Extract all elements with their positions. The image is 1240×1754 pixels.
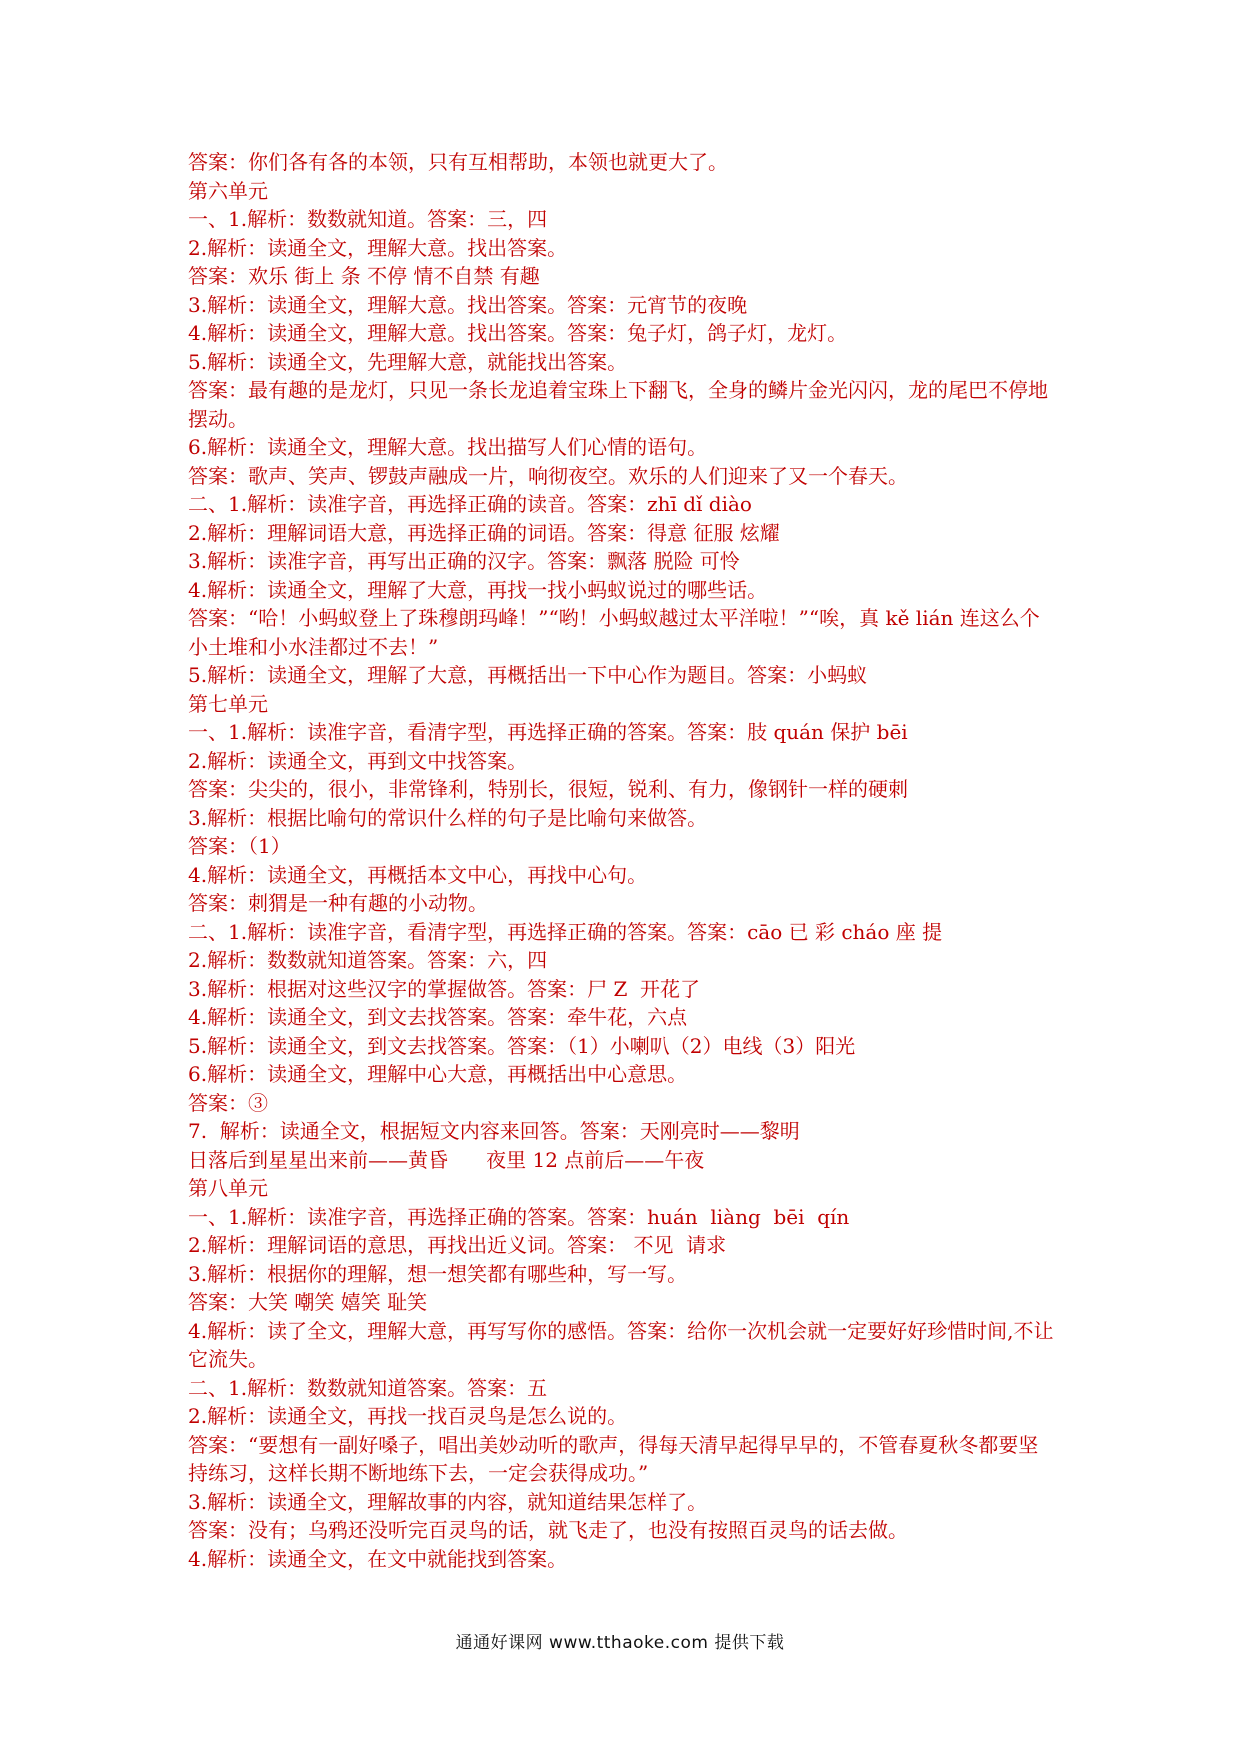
text-line: 答案：大笑 嘲笑 嬉笑 耻笑 — [188, 1290, 428, 1314]
text-line: 二、1.解析：读准字音，再选择正确的读音。答案：zhī dǐ diào — [188, 492, 752, 516]
text-line: 4.解析：读通全文，再概括本文中心，再找中心句。 — [188, 862, 648, 887]
answer-key-text — [188, 148, 1058, 1573]
text-line: 答案：歌声、笑声、锣鼓声融成一片，响彻夜空。欢乐的人们迎来了又一个春天。 — [188, 463, 908, 488]
text-line: 一、1.解析：数数就知道。答案：三，四 — [188, 207, 548, 231]
page-footer: 通通好课网 www.tthaoke.com 提供下载 — [455, 1633, 785, 1653]
text-line: 一、1.解析：读准字音，再选择正确的答案。答案：huán liàng bēi qín — [188, 1204, 850, 1229]
text-line: 答案：没有；乌鸦还没听完百灵鸟的话，就飞走了，也没有按照百灵鸟的话去做。 — [188, 1518, 908, 1542]
text-line: 二、1.解析：数数就知道答案。答案：五 — [188, 1375, 548, 1400]
text-line: 答案：尖尖的，很小，非常锋利，特别长，很短，锐利、有力，像钢针一样的硬刺 — [188, 777, 908, 801]
text-line: 二、1.解析：读准字音，看清字型，再选择正确的答案。答案：cāo 已 彩 cháo 座 提 — [188, 919, 943, 944]
section-heading: 第六单元 — [188, 178, 268, 203]
text-line: 2.解析：读通全文，再到文中找答案。 — [188, 748, 528, 773]
text-line: 5.解析：读通全文，到文去找答案。答案：（1）小喇叭（2）电线（3）阳光 — [188, 1033, 856, 1058]
text-line: 4.解析：读通全文，在文中就能找到答案。 — [188, 1546, 568, 1571]
text-line: 答案：欢乐 街上 条 不停 情不自禁 有趣 — [188, 264, 540, 288]
text-line: 3.解析：读通全文，理解故事的内容，就知道结果怎样了。 — [188, 1489, 708, 1514]
text-line: 2.解析：读通全文，再找一找百灵鸟是怎么说的。 — [188, 1404, 628, 1428]
text-line: 3.解析：根据对这些汉字的掌握做答。答案：尸 Z 开花了 — [188, 976, 701, 1001]
text-line: 2.解析：理解词语大意，再选择正确的词语。答案：得意 征服 炫耀 — [188, 520, 780, 545]
text-line: 一、1.解析：读准字音，看清字型，再选择正确的答案。答案：肢 quán 保护 bēi — [188, 720, 908, 744]
text-line: 6.解析：读通全文，理解大意。找出描写人们心情的语句。 — [188, 435, 708, 459]
text-line: 7. 解析：读通全文，根据短文内容来回答。答案：天刚亮时——黎明 — [188, 1119, 800, 1143]
text-line: 6.解析：读通全文，理解中心大意，再概括出中心意思。 — [188, 1062, 688, 1086]
text-line: 2.解析：读通全文，理解大意。找出答案。 — [188, 235, 568, 260]
text-line: 答案：“要想有一副好嗓子，唱出美妙动听的歌声，得每天清早起得早早的，不管春夏秋冬都要坚持练习，这样长期不断地练下去，一定会获得成功。” — [188, 1432, 1039, 1485]
text-line: 日落后到星星出来前——黄昏 夜里 12 点前后——午夜 — [188, 1147, 705, 1172]
text-line: 答案：（1） — [188, 834, 291, 858]
text-line: 2.解析：理解词语的意思，再找出近义词。答案： 不见 请求 — [188, 1233, 727, 1257]
text-line: 5.解析：读通全文，理解了大意，再概括出一下中心作为题目。答案：小蚂蚁 — [188, 663, 868, 687]
text-line: 答案：刺猬是一种有趣的小动物。 — [188, 891, 488, 915]
text-line: 4.解析：读通全文，理解大意。找出答案。答案：兔子灯，鸽子灯，龙灯。 — [188, 321, 848, 345]
text-line: 答案：“哈！小蚂蚁登上了珠穆朗玛峰！”“哟！小蚂蚁越过太平洋啦！”“唉，真 kě lián 连这么个小土堆和小水洼都过不去！” — [188, 606, 1040, 659]
section-heading: 第七单元 — [188, 691, 268, 716]
text-line: 4.解析：读了全文，理解大意，再写写你的感悟。答案：给你一次机会就一定要好好珍惜时间,不让它流失。 — [188, 1318, 1054, 1371]
text-line: 3.解析：读准字音，再写出正确的汉字。答案：飘落 脱险 可怜 — [188, 549, 740, 573]
text-line: 3.解析：根据你的理解，想一想笑都有哪些种，写一写。 — [188, 1261, 688, 1286]
text-line: 2.解析：数数就知道答案。答案：六，四 — [188, 948, 548, 972]
text-line: 答案：你们各有各的本领，只有互相帮助，本领也就更大了。 — [188, 150, 728, 174]
text-line: 4.解析：读通全文，到文去找答案。答案：牵牛花，六点 — [188, 1005, 688, 1029]
text-line: 4.解析：读通全文，理解了大意，再找一找小蚂蚁说过的哪些话。 — [188, 577, 768, 602]
text-line: 5.解析：读通全文，先理解大意，就能找出答案。 — [188, 349, 628, 374]
text-line: 答案：③ — [188, 1090, 268, 1115]
section-heading: 第八单元 — [188, 1176, 268, 1200]
text-line: 3.解析：读通全文，理解大意。找出答案。答案：元宵节的夜晚 — [188, 292, 748, 317]
text-line: 答案：最有趣的是龙灯，只见一条长龙追着宝珠上下翻飞，全身的鳞片金光闪闪，龙的尾巴不停地摆动。 — [188, 378, 1048, 431]
text-line: 3.解析：根据比喻句的常识什么样的句子是比喻句来做答。 — [188, 805, 708, 830]
